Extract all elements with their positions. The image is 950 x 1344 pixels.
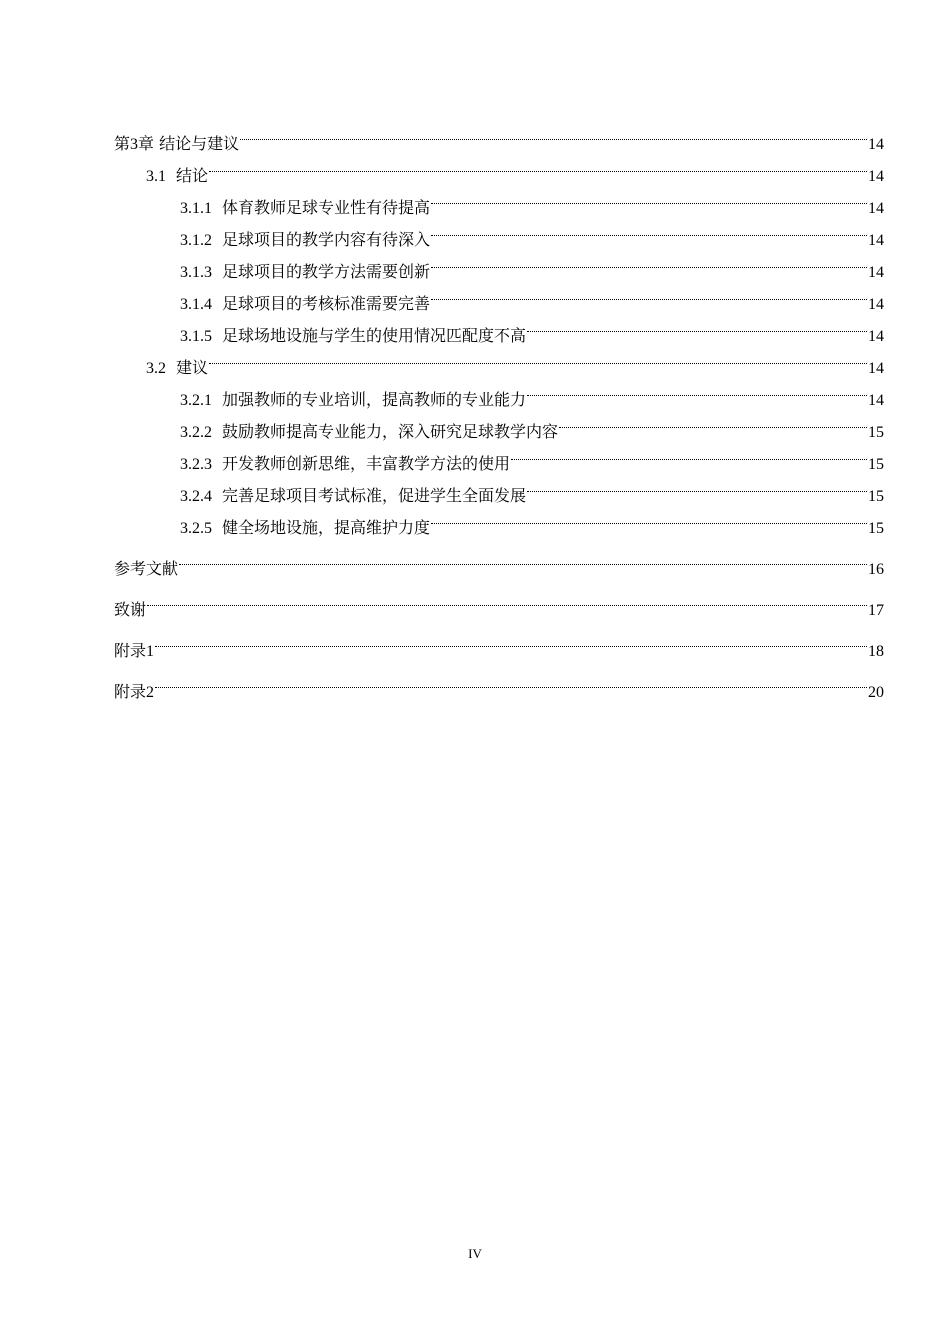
toc-entry-title: 参考文献 (114, 559, 179, 578)
toc-entry-title: 3.1.3 足球项目的教学方法需要创新 (180, 262, 431, 281)
toc-entry-references[interactable] (114, 542, 884, 578)
toc-entry-title: 3.2.1 加强教师的专业培训，提高教师的专业能力 (180, 390, 527, 409)
toc-entry-page: 14 (868, 296, 884, 313)
toc-entry-page: 14 (868, 168, 884, 185)
toc-entry-title: 致谢 (114, 600, 147, 619)
dot-leader (209, 149, 867, 181)
dot-leader (559, 405, 867, 437)
toc-entry-page: 14 (868, 328, 884, 345)
toc-entry-3-1[interactable] (114, 149, 884, 185)
toc-entry-title: 3.2.5 健全场地设施，提高维护力度 (180, 518, 431, 537)
toc-entry-page: 15 (868, 488, 884, 505)
toc-entry-appendix-2[interactable] (114, 665, 884, 701)
dot-leader (527, 469, 867, 501)
dot-leader (179, 542, 867, 574)
toc-entry-page: 14 (868, 392, 884, 409)
toc-entry-title: 3.2 建议 (146, 358, 209, 377)
toc-entry-page: 20 (868, 684, 884, 701)
dot-leader (431, 277, 867, 309)
toc-entry-page: 15 (868, 456, 884, 473)
toc-entry-title: 3.1.4 足球项目的考核标准需要完善 (180, 294, 431, 313)
toc-entry-page: 17 (868, 602, 884, 619)
dot-leader (155, 665, 867, 697)
toc-entry-acknowledgements[interactable] (114, 583, 884, 619)
toc-entry-appendix-1[interactable] (114, 624, 884, 660)
toc-entry-title: 附录1 (114, 641, 155, 660)
dot-leader (147, 583, 867, 615)
dot-leader (431, 501, 867, 533)
toc-entry-3-2[interactable] (114, 341, 884, 377)
table-of-contents (114, 117, 884, 701)
toc-entry-page: 14 (868, 200, 884, 217)
toc-entry-title: 3.1.2 足球项目的教学内容有待深入 (180, 230, 431, 249)
toc-entry-page: 18 (868, 643, 884, 660)
toc-entry-title: 3.1.1 体育教师足球专业性有待提高 (180, 198, 431, 217)
page-number-footer: IV (468, 1246, 482, 1261)
toc-entry-title: 第3章 结论与建议 (114, 134, 240, 153)
toc-entry-3-2-1[interactable] (114, 373, 884, 409)
toc-entry-page: 14 (868, 232, 884, 249)
dot-leader (431, 245, 867, 277)
dot-leader (431, 181, 867, 213)
toc-entry-3-1-1[interactable] (114, 181, 884, 217)
dot-leader (527, 373, 867, 405)
toc-entry-title: 3.1.5 足球场地设施与学生的使用情况匹配度不高 (180, 326, 527, 345)
toc-entry-chapter-3[interactable] (114, 117, 884, 153)
toc-entry-title: 3.2.3 开发教师创新思维，丰富教学方法的使用 (180, 454, 511, 473)
dot-leader (240, 117, 867, 149)
toc-entry-title: 3.2.4 完善足球项目考试标准，促进学生全面发展 (180, 486, 527, 505)
dot-leader (527, 309, 867, 341)
toc-entry-title: 3.1 结论 (146, 166, 209, 185)
dot-leader (511, 437, 867, 469)
dot-leader (431, 213, 867, 245)
toc-entry-page: 15 (868, 520, 884, 537)
toc-entry-page: 14 (868, 360, 884, 377)
toc-entry-title: 3.2.2 鼓励教师提高专业能力，深入研究足球教学内容 (180, 422, 559, 441)
toc-entry-page: 14 (868, 136, 884, 153)
dot-leader (209, 341, 867, 373)
toc-entry-page: 16 (868, 561, 884, 578)
dot-leader (155, 624, 867, 656)
toc-entry-page: 14 (868, 264, 884, 281)
toc-entry-page: 15 (868, 424, 884, 441)
toc-entry-title: 附录2 (114, 682, 155, 701)
